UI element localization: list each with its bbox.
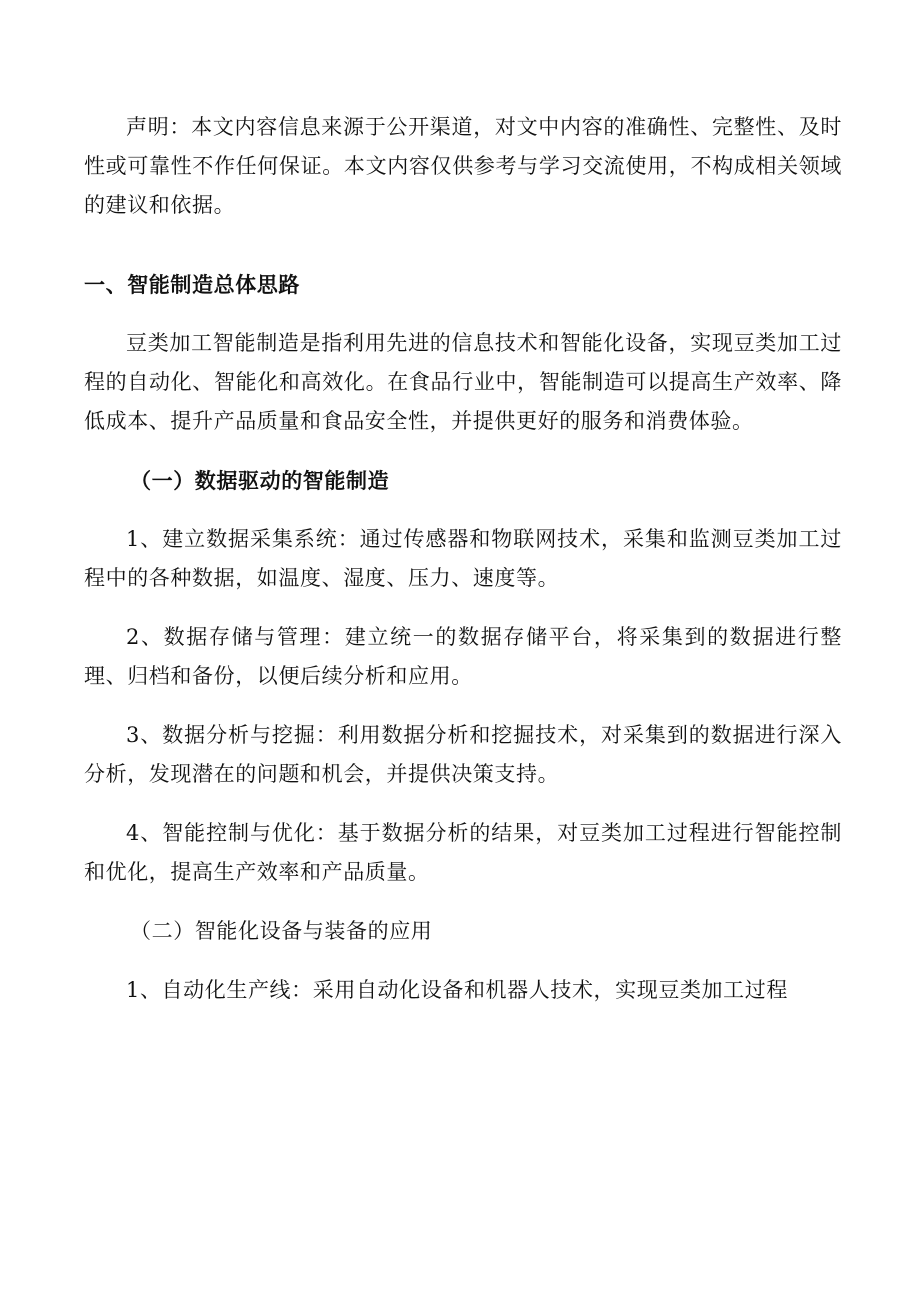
section-1-intro-paragraph: 豆类加工智能制造是指利用先进的信息技术和智能化设备，实现豆类加工过程的自动化、智能化和高效化。在食品行业中，智能制造可以提高生产效率、降低成本、提升产品质量和食品安全性，并提供更好的服务和消费体验。 — [84, 331, 842, 433]
list-item: 1、自动化生产线：采用自动化设备和机器人技术，实现豆类加工过程 — [126, 978, 788, 1002]
document-page — [84, 108, 842, 1010]
subsection-2-heading: （二）智能化设备与装备的应用 — [130, 919, 433, 943]
list-item: 4、智能控制与优化：基于数据分析的结果，对豆类加工过程进行智能控制和优化，提高生产效率和产品质量。 — [84, 821, 842, 884]
section-1-heading: 一、智能制造总体思路 — [84, 272, 300, 297]
subsection-1-heading: （一）数据驱动的智能制造 — [130, 468, 390, 493]
disclaimer-paragraph: 声明：本文内容信息来源于公开渠道，对文中内容的准确性、完整性、及时性或可靠性不作任何保证。本文内容仅供参考与学习交流使用，不构成相关领域的建议和依据。 — [84, 115, 842, 217]
list-item: 1、建立数据采集系统：通过传感器和物联网技术，采集和监测豆类加工过程中的各种数据，如温度、湿度、压力、速度等。 — [84, 527, 842, 590]
list-item: 3、数据分析与挖掘：利用数据分析和挖掘技术，对采集到的数据进行深入分析，发现潜在的问题和机会，并提供决策支持。 — [84, 723, 842, 786]
list-item: 2、数据存储与管理：建立统一的数据存储平台，将采集到的数据进行整理、归档和备份，以便后续分析和应用。 — [84, 625, 842, 688]
